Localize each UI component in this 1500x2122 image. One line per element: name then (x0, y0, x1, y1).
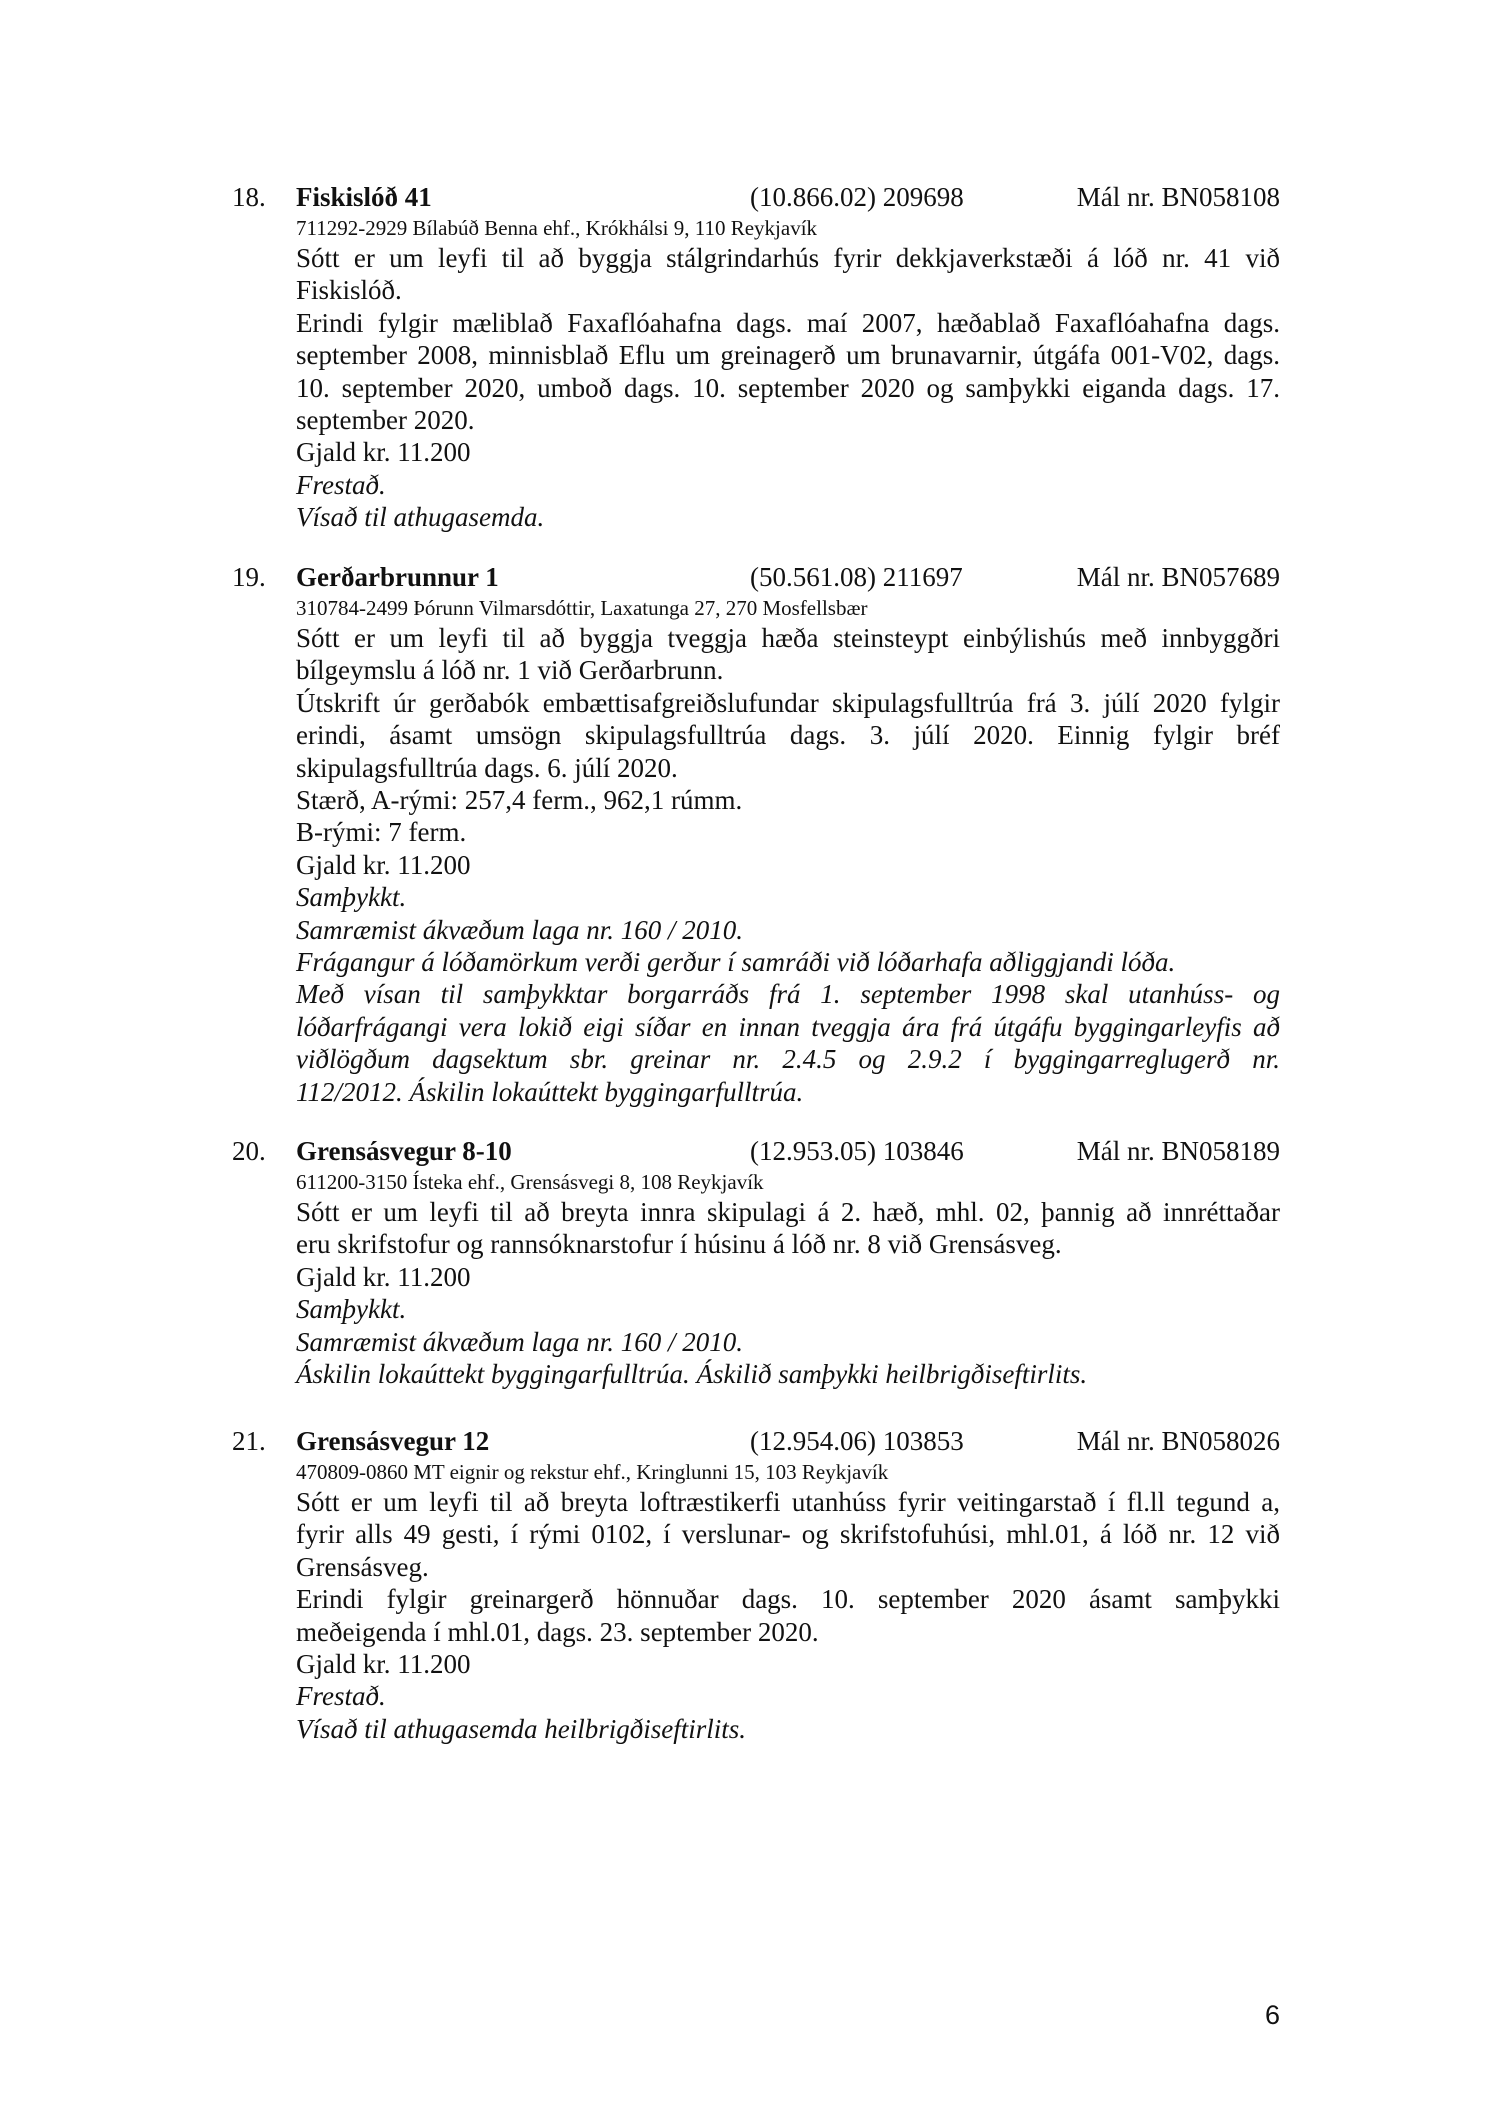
entry-header (232, 180, 1280, 214)
entry-text-line: B-rými: 7 ferm. (296, 817, 467, 848)
entry-applicant: 470809-0860 MT eignir og rekstur ehf., Kringlunni 15, 103 Reykjavík (296, 1460, 889, 1484)
entry-text-line: eru skrifstofur og rannsóknarstofur í húsinu á lóð nr. 8 við Grensásveg. (296, 1229, 1062, 1260)
entry-case-number: Mál nr. BN058026 (1076, 1426, 1280, 1456)
entry-decision: Frestað. (296, 1681, 386, 1712)
entry-text-line: fyrir alls 49 gesti, í rými 0102, í verslunar- og skrifstofuhúsi, mhl.01, á lóð nr. 12 við (296, 1519, 1280, 1550)
entry-header (232, 1134, 1280, 1168)
entry-text-line: bílgeymslu á lóð nr. 1 við Gerðarbrunn. (296, 655, 724, 686)
entry-text-line: Erindi fylgir greinargerð hönnuðar dags. 10. september 2020 ásamt samþykki (296, 1584, 1280, 1615)
entry-text-line: Erindi fylgir mæliblað Faxaflóahafna dags. maí 2007, hæðablað Faxaflóahafna dags. (296, 307, 1280, 338)
entry-fee: Gjald kr. 11.200 (296, 1649, 471, 1680)
entry-applicant: 611200-3150 Ísteka ehf., Grensásvegi 8, 108 Reykjavík (296, 1170, 764, 1194)
entry-case-number: Mál nr. BN057689 (1076, 562, 1280, 592)
entry-number: 21. (232, 1426, 266, 1456)
entry-text-line: 10. september 2020, umboð dags. 10. september 2020 og samþykki eiganda dags. 17. (296, 372, 1280, 403)
entry-text-line: Sótt er um leyfi til að byggja stálgrindarhús fyrir dekkjaverkstæði á lóð nr. 41 við (296, 243, 1280, 273)
entry-address: Fiskislóð 41 (296, 182, 432, 212)
entry-remark: Áskilin lokaúttekt byggingarfulltrúa. Áskilið samþykki heilbrigðiseftirlits. (296, 1359, 1088, 1390)
entry-text-line: Fiskislóð. (296, 275, 402, 306)
entry-number: 20. (232, 1136, 266, 1166)
entry-number: 18. (232, 182, 266, 212)
page-number: 6 (1264, 2000, 1280, 2030)
case-entry (232, 560, 1280, 1108)
entry-header (232, 1424, 1280, 1458)
entry-text-line: Útskrift úr gerðabók embættisafgreiðslufundar skipulagsfulltrúa frá 3. júlí 2020 fylgir (296, 687, 1280, 718)
entry-text-line: september 2008, minnisblað Eflu um greinagerð um brunavarnir, útgáfa 001-V02, dags. (296, 340, 1280, 371)
entry-remark: Samræmist ákvæðum laga nr. 160 / 2010. (296, 1326, 744, 1357)
entry-fee: Gjald kr. 11.200 (296, 849, 471, 880)
entry-remark: Frágangur á lóðamörkum verði gerður í samráði við lóðarhafa aðliggjandi lóða. (296, 947, 1176, 978)
entry-text-line: Stærð, A-rými: 257,4 ferm., 962,1 rúmm. (296, 785, 743, 816)
entry-remark: viðlögðum dagsektum sbr. greinar nr. 2.4.5 og 2.9.2 í byggingarreglugerð nr. (296, 1044, 1280, 1075)
entry-text-line: Sótt er um leyfi til að breyta innra skipulagi á 2. hæð, mhl. 02, þannig að innréttaðar (296, 1197, 1280, 1227)
entry-remark: Vísað til athugasemda. (296, 502, 545, 533)
entry-fee: Gjald kr. 11.200 (296, 437, 471, 468)
entry-fee: Gjald kr. 11.200 (296, 1261, 471, 1292)
entry-land-number: (12.953.05) 103846 (750, 1136, 964, 1166)
entry-text-line: september 2020. (296, 405, 475, 436)
entry-text-line: Grensásveg. (296, 1551, 429, 1582)
entry-land-number: (50.561.08) 211697 (750, 562, 963, 592)
entry-decision: Samþykkt. (296, 882, 407, 913)
entry-decision: Frestað. (296, 469, 386, 500)
entry-applicant: 310784-2499 Þórunn Vilmarsdóttir, Laxatunga 27, 270 Mosfellsbær (296, 596, 868, 620)
entry-text-line: Sótt er um leyfi til að byggja tveggja hæða steinsteypt einbýlishús með innbyggðri (296, 623, 1280, 653)
entry-decision: Samþykkt. (296, 1294, 407, 1325)
entry-number: 19. (232, 562, 266, 592)
entry-remark: Samræmist ákvæðum laga nr. 160 / 2010. (296, 914, 744, 945)
entry-remark: 112/2012. Áskilin lokaúttekt byggingarfulltrúa. (296, 1076, 804, 1107)
entry-land-number: (12.954.06) 103853 (750, 1426, 964, 1456)
case-entry (232, 1134, 1280, 1390)
case-entry (232, 1424, 1280, 1745)
entry-case-number: Mál nr. BN058108 (1076, 182, 1280, 212)
entry-applicant: 711292-2929 Bílabúð Benna ehf., Krókhálsi 9, 110 Reykjavík (296, 216, 818, 240)
entry-remark: Með vísan til samþykktar borgarráðs frá 1. september 1998 skal utanhúss- og (296, 979, 1280, 1010)
entry-text-line: meðeigenda í mhl.01, dags. 23. september 2020. (296, 1616, 819, 1647)
entry-text-line: erindi, ásamt umsögn skipulagsfulltrúa dags. 3. júlí 2020. Einnig fylgir bréf (296, 720, 1280, 751)
entry-address: Grensásvegur 12 (296, 1426, 490, 1456)
entry-address: Gerðarbrunnur 1 (296, 562, 499, 592)
case-entry (232, 180, 1280, 534)
entry-text-line: skipulagsfulltrúa dags. 6. júlí 2020. (296, 752, 678, 783)
entry-land-number: (10.866.02) 209698 (750, 182, 964, 212)
entry-remark: Vísað til athugasemda heilbrigðiseftirlits. (296, 1713, 747, 1744)
entry-header (232, 560, 1280, 594)
entry-address: Grensásvegur 8-10 (296, 1136, 512, 1166)
entry-case-number: Mál nr. BN058189 (1076, 1136, 1280, 1166)
entry-remark: lóðarfrágangi vera lokið eigi síðar en innan tveggja ára frá útgáfu byggingarleyfis að (296, 1011, 1280, 1042)
entry-text-line: Sótt er um leyfi til að breyta loftræstikerfi utanhúss fyrir veitingarstað í fl.ll tegund a, (296, 1487, 1280, 1517)
